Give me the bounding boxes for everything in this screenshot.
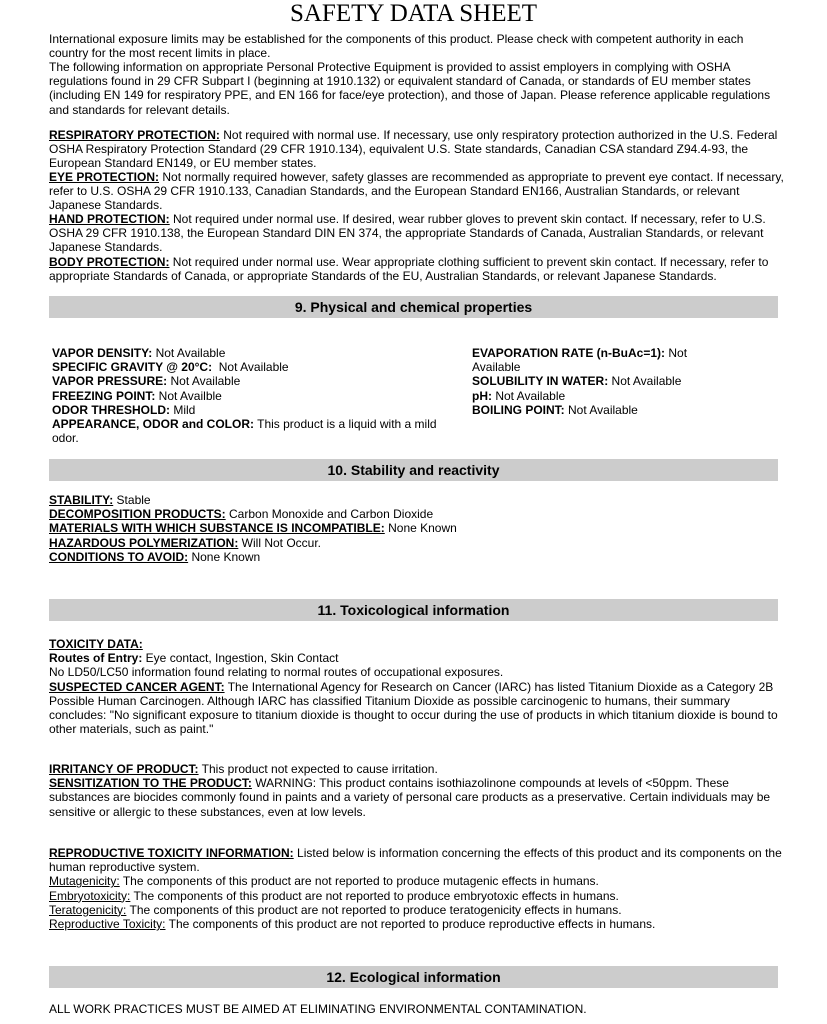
ecological-note: ALL WORK PRACTICES MUST BE AIMED AT ELIMINATING ENVIRONMENTAL CONTAMINATION. (49, 1002, 587, 1016)
freezing-point-value: Not Availble (155, 388, 222, 403)
section-12-heading: 12. Ecological information (49, 966, 778, 988)
section-10-heading: 10. Stability and reactivity (49, 459, 778, 481)
section-9-heading: 9. Physical and chemical properties (49, 296, 778, 318)
reproductive-effects-row (49, 917, 784, 931)
eye-protection-paragraph (49, 170, 784, 213)
vapor-density-value: Not Available (152, 346, 226, 360)
cancer-agent-label: SUSPECTED CANCER AGENT: (49, 679, 225, 694)
toxicity-data-label: TOXICITY DATA: (49, 637, 143, 651)
section-11-body-top (49, 637, 784, 736)
appearance-value: This product is a liquid with a mild odor. (52, 417, 437, 446)
evaporation-rate-label: EVAPORATION RATE (n-BuAc=1): (472, 346, 666, 360)
odor-threshold-label: ODOR THRESHOLD: (52, 402, 170, 417)
eye-protection-label: EYE PROTECTION: (49, 170, 160, 184)
ph-label: pH: (472, 388, 492, 403)
hand-protection-paragraph (49, 212, 784, 255)
section-10-body (49, 493, 784, 564)
cancer-agent-paragraph (49, 680, 784, 737)
routes-of-entry-value: Eye contact, Ingestion, Skin Contact (142, 651, 339, 666)
decomposition-value: Carbon Monoxide and Carbon Dioxide (225, 507, 434, 522)
sensitization-text: WARNING: This product contains isothiazolinone compounds at levels of <50ppm. These substances are biocides commonly found in paints and a variety of personal care products as a preservative. Certain individuals may be sensitive or allergic to these substances, even at low levels. (49, 776, 771, 819)
appearance-row (52, 417, 447, 445)
respiratory-protection-paragraph (49, 128, 784, 171)
ld50-note: No LD50/LC50 information found relating to normal routes of occupational exposures. (49, 665, 504, 680)
solubility-label: SOLUBILITY IN WATER: (472, 374, 609, 389)
mutagenicity-row (49, 874, 784, 888)
vapor-density-label: VAPOR DENSITY: (52, 346, 153, 360)
teratogenicity-text: The components of this product are not reported to produce teratogenicity effects in humans. (126, 902, 622, 917)
sensitization-paragraph (49, 776, 784, 819)
mutagenicity-text: The components of this product are not reported to produce mutagenic effects in humans. (119, 874, 599, 889)
boiling-point-label: BOILING POINT: (472, 402, 565, 417)
appearance-label: APPEARANCE, ODOR and COLOR: (52, 417, 255, 432)
incompatible-materials-value: None Known (384, 521, 457, 536)
stability-row (49, 493, 784, 507)
incompatible-materials-row (49, 521, 784, 535)
hand-protection-label: HAND PROTECTION: (49, 212, 170, 226)
vapor-pressure-row (52, 374, 447, 388)
evaporation-rate-row (472, 346, 712, 374)
ph-value: Not Available (492, 388, 566, 403)
respiratory-protection-label: RESPIRATORY PROTECTION: (49, 128, 220, 142)
reproductive-toxicity-label: REPRODUCTIVE TOXICITY INFORMATION: (49, 846, 294, 860)
embryotoxicity-text: The components of this product are not reported to produce embryotoxic effects in humans. (130, 888, 619, 903)
section-11-body-mid (49, 762, 784, 819)
vapor-pressure-value: Not Available (167, 374, 241, 389)
eye-protection-text: Not normally required however, safety glasses are recommended as appropriate to prevent eye contact. If necessary, refer to U.S. OSHA 29 CFR 1910.133, Canadian Standards, and the European Standard EN166, Australian Standards, or relevant Japanese Standards. (49, 170, 784, 213)
decomposition-row (49, 507, 784, 521)
teratogenicity-label: Teratogenicity: (49, 902, 127, 917)
body-protection-text: Not required under normal use. Wear appropriate clothing sufficient to prevent skin contact. If necessary, refer to appropriate Standards of Canada, or appropriate Standards of the EU, Australian Standards, or relevant Japanese Standards. (49, 255, 769, 284)
stability-value: Stable (113, 493, 151, 507)
odor-threshold-row (52, 403, 447, 417)
reproductive-toxicity-paragraph (49, 846, 784, 874)
hand-protection-text: Not required under normal use. If desired, wear rubber gloves to prevent skin contact. If necessary, refer to U.S. OSHA 29 CFR 1910.138, the European Standard DIN EN 374, the appropriate Standards of Canada, Australian Standards, or relevant Japanese Standards. (49, 212, 766, 255)
conditions-row (49, 550, 784, 564)
body-protection-paragraph (49, 255, 784, 283)
vapor-pressure-label: VAPOR PRESSURE: (52, 374, 168, 389)
polymerization-row (49, 536, 784, 550)
odor-threshold-value: Mild (170, 402, 196, 417)
stability-label: STABILITY: (49, 493, 114, 507)
embryotoxicity-label: Embryotoxicity: (49, 888, 131, 903)
routes-of-entry-row (49, 651, 784, 665)
polymerization-value: Will Not Occur. (238, 535, 322, 550)
evaporation-rate-value: Not Available (472, 346, 688, 375)
polymerization-label: HAZARDOUS POLYMERIZATION: (49, 535, 239, 550)
boiling-point-row (472, 403, 712, 417)
body-protection-label: BODY PROTECTION: (49, 255, 170, 269)
section-11-body-bottom (49, 846, 784, 931)
conditions-label: CONDITIONS TO AVOID: (49, 549, 189, 564)
cancer-agent-text: The International Agency for Research on Cancer (IARC) has listed Titanium Dioxide as a Category 2B Possible Human Carcinogen. Although IARC has classified Titanium Dioxide as possible carcinogenic to humans, their summary concludes: "No significant exposure to titanium dioxide is thought to occur during the use of products in which titanium dioxide is bound to other materials, such as paint." (49, 679, 778, 737)
respiratory-protection-text: Not required with normal use. If necessary, use only respiratory protection authorized in the U.S. Federal OSHA Respiratory Protection Standard (29 CFR 1910.134), equivalent U.S. State standards, Canadian CSA standard Z94.4-93, the European Standard EN149, or EU member states. (49, 128, 778, 171)
irritancy-text: This product not expected to cause irritation. (198, 762, 438, 776)
irritancy-label: IRRITANCY OF PRODUCT: (49, 762, 199, 776)
vapor-density-row (52, 346, 447, 360)
section-9-right-column (472, 346, 712, 417)
intro-ppe-paragraph: The following information on appropriate Personal Protective Equipment is provided to assist employers in complying with OSHA regulations found in 29 CFR Subpart I (beginning at 1910.132) or equivalent standard of Canada, or standards of EU member states (including EN 149 for respiratory PPE, and EN 166 for face/eye protection), and those of Japan. Please reference applicable regulations and standards for relevant details. (49, 60, 771, 117)
routes-of-entry-label: Routes of Entry: (49, 651, 143, 666)
boiling-point-value: Not Available (564, 402, 638, 417)
intro-exposure-paragraph: International exposure limits may be established for the components of this product. Please check with competent authority in each country for the most recent limits in place. (49, 32, 744, 61)
sensitization-label: SENSITIZATION TO THE PRODUCT: (49, 776, 252, 791)
ph-row (472, 389, 712, 403)
teratogenicity-row (49, 903, 784, 917)
solubility-value: Not Available (608, 374, 682, 389)
section-9-left-column (52, 346, 447, 445)
freezing-point-row (52, 389, 447, 403)
specific-gravity-row (52, 360, 447, 374)
irritancy-row (49, 762, 784, 776)
solubility-row (472, 374, 712, 388)
document-title: SAFETY DATA SHEET (289, 0, 538, 27)
freezing-point-label: FREEZING POINT: (52, 388, 156, 403)
reproductive-toxicity-text: Listed below is information concerning the effects of this product and its components on the human reproductive system. (49, 846, 782, 875)
specific-gravity-label: SPECIFIC GRAVITY @ 20°C: (52, 360, 213, 375)
specific-gravity-value: Not Available (212, 360, 289, 375)
incompatible-materials-label: MATERIALS WITH WHICH SUBSTANCE IS INCOMPATIBLE: (49, 521, 385, 536)
mutagenicity-label: Mutagenicity: (49, 874, 120, 889)
reproductive-effects-label: Reproductive Toxicity: (49, 917, 166, 932)
decomposition-label: DECOMPOSITION PRODUCTS: (49, 507, 226, 522)
conditions-value: None Known (188, 549, 261, 564)
embryotoxicity-row (49, 889, 784, 903)
section-11-heading: 11. Toxicological information (49, 599, 778, 621)
reproductive-effects-text: The components of this product are not reported to produce reproductive effects in humans. (165, 917, 656, 932)
